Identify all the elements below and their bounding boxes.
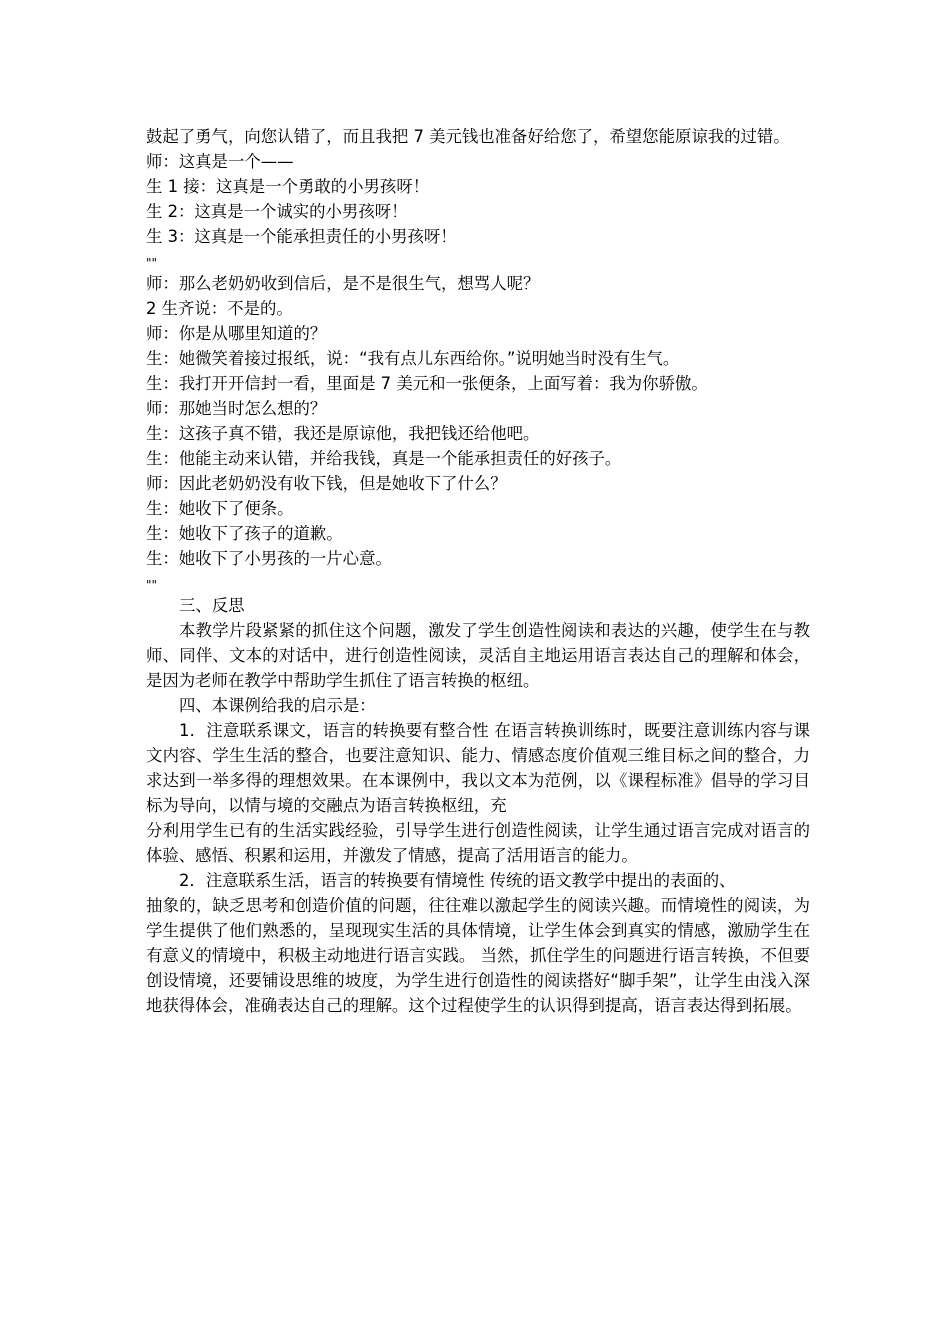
paragraph: 生 3：这真是一个能承担责任的小男孩呀！ <box>146 227 457 246</box>
paragraph: 生：她微笑着接过报纸，说：“我有点儿东西给你。”说明她当时没有生气。 <box>146 349 680 368</box>
paragraph: 生 2：这真是一个诚实的小男孩呀！ <box>146 202 408 221</box>
paragraph: 师：因此老奶奶没有收下钱，但是她收下了什么？ <box>146 474 507 493</box>
paragraph: 鼓起了勇气，向您认错了，而且我把 7 美元钱也准备好给您了，希望您能原谅我的过错。 <box>146 127 790 146</box>
paragraph: 生：她收下了孩子的道歉。 <box>146 524 343 543</box>
paragraph: 2 生齐说：不是的。 <box>146 299 293 318</box>
quote-mark-separator: "" <box>146 256 158 270</box>
paragraph: 生：这孩子真不错，我还是原谅他，我把钱还给他吧。 <box>146 424 540 443</box>
paragraph: 师：你是从哪里知道的？ <box>146 324 327 343</box>
paragraph: 师：那么老奶奶收到信后，是不是很生气，想骂人呢？ <box>146 274 540 293</box>
paragraph: 生：她收下了便条。 <box>146 499 294 518</box>
paragraph: 生：她收下了小男孩的一片心意。 <box>146 549 392 568</box>
paragraph: 师：那她当时怎么想的？ <box>146 399 327 418</box>
paragraph: 1．注意联系课文，语言的转换要有整合性 在语言转换训练时，既要注意训练内容与课文内容、学生生活的整合，也要注意知识、能力、情感态度价值观三维目标之间的整合，力求达到一举多得的理想效果。在本课例中，我以文本为范例，以《课程标准》倡导的学习目标为导向，以情与境的交融点为语言转换枢纽，充 <box>146 721 810 815</box>
paragraph: 生 1 接：这真是一个勇敢的小男孩呀！ <box>146 177 430 196</box>
paragraph: 生：我打开开信封一看，里面是 7 美元和一张便条，上面写着：我为你骄傲。 <box>146 374 708 393</box>
paragraph: 四、本课例给我的启示是： <box>179 696 376 715</box>
paragraph: 生：他能主动来认错，并给我钱，真是一个能承担责任的好孩子。 <box>146 449 622 468</box>
paragraph: 本教学片段紧紧的抓住这个问题，激发了学生创造性阅读和表达的兴趣，使学生在与教师、同伴、文本的对话中，进行创造性阅读，灵活自主地运用语言表达自己的理解和体会，是因为老师在教学中帮助学生抓住了语言转换的枢纽。 <box>146 621 810 690</box>
paragraph: 分利用学生已有的生活实践经验，引导学生进行创造性阅读，让学生通过语言完成对语言的体验、感悟、积累和运用，并激发了情感，提高了活用语言的能力。 <box>146 821 810 865</box>
paragraph: 三、反思 <box>179 596 245 615</box>
paragraph: 抽象的，缺乏思考和创造价值的问题，往往难以激起学生的阅读兴趣。而情境性的阅读，为学生提供了他们熟悉的，呈现现实生活的具体情境，让学生体会到真实的情感，激励学生在有意义的情境中，积极主动地进行语言实践。 当然，抓住学生的问题进行语言转换，不但要创设情境，还要铺设思维的坡度，为学生进行创造性的阅读搭好“脚手架”，让学生由浅入深地获得体会，准确表达自己的理解。这个过程使学生的认识得到提高，语言表达得到拓展。 <box>146 896 810 1015</box>
quote-mark-separator: "" <box>146 578 158 592</box>
document-body <box>146 124 810 1018</box>
paragraph: 师：这真是一个—— <box>146 152 294 171</box>
paragraph: 2．注意联系生活，语言的转换要有情境性 传统的语文教学中提出的表面的、 <box>179 871 736 890</box>
